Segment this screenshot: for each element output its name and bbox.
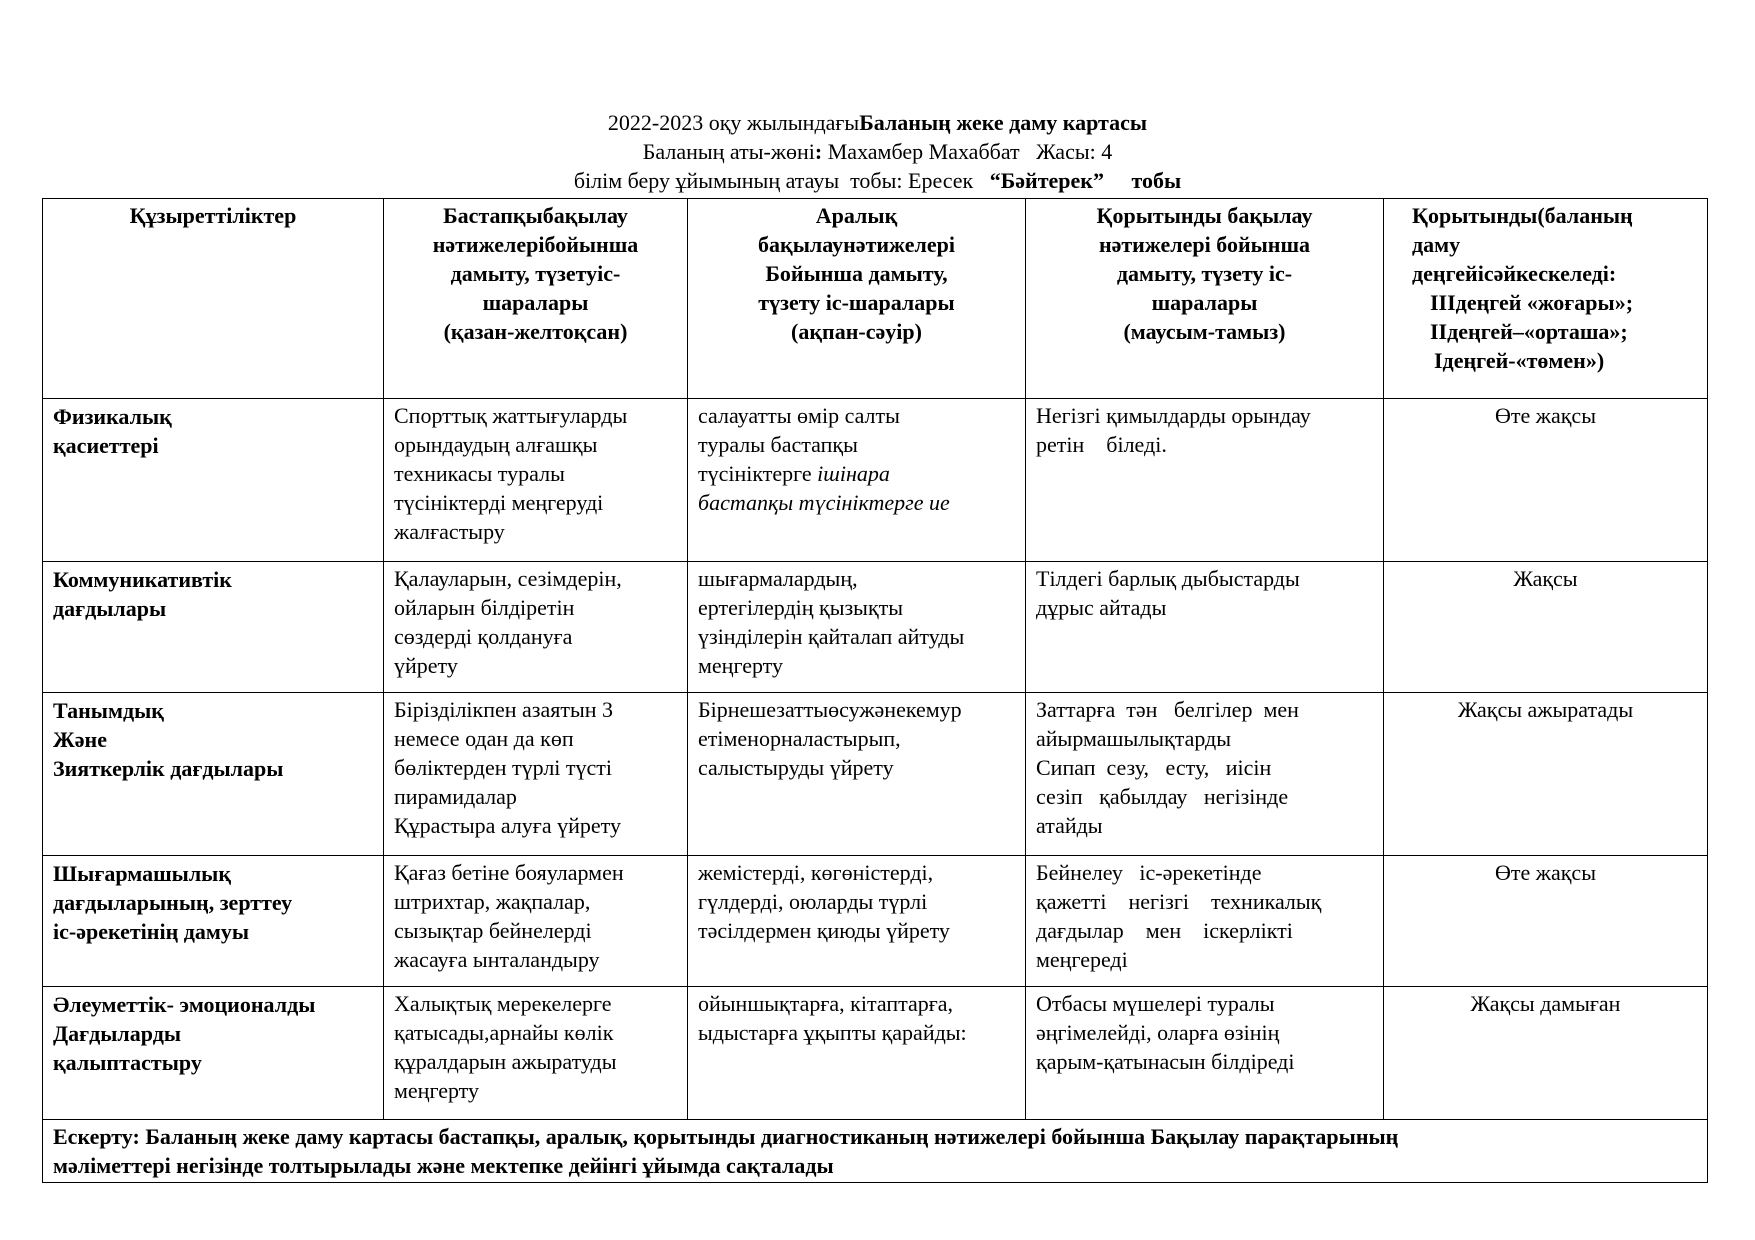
- competency-line: іс-әрекетінің дамуы: [53, 919, 250, 944]
- measure-line: Тілдегі барлық дыбыстарды: [1036, 566, 1300, 591]
- measure-line: дұрыс айтады: [1036, 595, 1167, 620]
- measure-line: сезіп қабылдау негізінде: [1036, 784, 1289, 809]
- note-text: [53, 1122, 1697, 1180]
- competency-line: Әлеуметтік- эмоционалды: [53, 992, 316, 1017]
- final-measures-cell: [1026, 856, 1384, 987]
- final-measures-cell: [1026, 693, 1384, 856]
- measure-line: [698, 459, 1015, 488]
- measure-line: сөздерді қолдануға: [394, 624, 573, 649]
- measure-text: ыдыстарға ұқыпты қарайды:: [698, 1020, 967, 1045]
- competency-line: қасиеттері: [53, 433, 159, 458]
- text-line: түзету іс-шаралары: [758, 290, 955, 315]
- midterm-measures-cell: [688, 987, 1026, 1120]
- measure-line: [698, 593, 1015, 622]
- text-line: (маусым-тамыз): [1123, 319, 1286, 344]
- table-header-row: [43, 199, 1708, 399]
- text-line: Ескерту: Баланың жеке даму картасы бастапқы, аралық, қорытынды диагностиканың нәтижелері бойынша Бақылау парақтарының: [53, 1124, 1399, 1149]
- midterm-measures-cell: [688, 693, 1026, 856]
- midterm-measures-cell: [688, 856, 1026, 987]
- measure-line: [698, 1018, 1015, 1047]
- final-measures-cell: [1026, 399, 1384, 562]
- text-line: бақылаунәтижелері: [758, 232, 955, 257]
- measure-line: жалғастыру: [394, 519, 505, 544]
- measure-line: [698, 564, 1015, 593]
- competency-cell: [43, 987, 384, 1120]
- result-cell: Жақсы ажыратады: [1384, 693, 1708, 856]
- measure-line: сызықтар бейнелерді: [394, 918, 592, 943]
- measure-line: [698, 724, 1015, 753]
- measure-line: Отбасы мүшелері туралы: [1036, 991, 1275, 1016]
- measure-line: атайды: [1036, 813, 1103, 838]
- measure-text: ертегілердің қызықты: [698, 595, 904, 620]
- initial-measures-cell: [384, 693, 688, 856]
- text-line: Құзыреттіліктер: [129, 203, 297, 228]
- measure-line: Бейнелеу іс-әрекетінде: [1036, 860, 1262, 885]
- measure-line: қарым-қатынасын білдіреді: [1036, 1049, 1295, 1074]
- competency-line: дағдыларының, зерттеу: [53, 890, 293, 915]
- competency-line: Физикалық: [53, 404, 172, 429]
- text-line: Қорытынды бақылау: [1096, 203, 1313, 228]
- column-header-initial: [384, 199, 688, 399]
- measure-line: Құрастыра алуға үйрету: [394, 813, 621, 838]
- table-body: [43, 399, 1708, 1120]
- child-name-line: [0, 137, 1755, 166]
- measure-line: штрихтар, жақпалар,: [394, 889, 591, 914]
- measure-text: ойыншықтарға, кітаптарға,: [698, 991, 954, 1016]
- name-value: Махамбер Махаббат Жасы: 4: [822, 139, 1113, 164]
- group-name: “Бәйтерек” тобы: [989, 168, 1182, 193]
- measure-line: дағдылар мен іскерлікті: [1036, 918, 1293, 943]
- measure-line: орындаудың алғашқы: [394, 432, 598, 457]
- development-card-table: [42, 198, 1708, 1183]
- note-row: [43, 1120, 1708, 1183]
- italic-measure-line: бастапқы түсініктерге ие: [698, 490, 950, 515]
- midterm-measures-cell: [688, 562, 1026, 693]
- measure-line: әңгімелейді, оларға өзінің: [1036, 1020, 1280, 1045]
- competency-line: Және: [53, 727, 107, 752]
- text-line: даму: [1412, 232, 1461, 257]
- text-line: Бастапқыбақылау: [443, 203, 628, 228]
- measure-text: тәсілдермен қиюды үйрету: [698, 918, 950, 943]
- table-row: [43, 399, 1708, 562]
- measure-line: [698, 989, 1015, 1018]
- header-stack: [53, 201, 373, 230]
- measure-line: айырмашылықтарды: [1036, 726, 1232, 751]
- measure-line: қажетті негізгі техникалық: [1036, 889, 1322, 914]
- measure-line: [698, 753, 1015, 782]
- competency-line: қалыптастыру: [53, 1050, 202, 1075]
- initial-measures-cell: [384, 987, 688, 1120]
- final-measures-cell: [1026, 987, 1384, 1120]
- measure-line: [698, 858, 1015, 887]
- measure-text: Бірнешезаттыөсужәнекемур: [698, 697, 962, 722]
- header-stack: [1036, 201, 1373, 346]
- column-header-result: [1384, 199, 1708, 399]
- measure-line: немесе одан да көп: [394, 726, 574, 751]
- measure-text: салауатты өмір салты: [698, 403, 900, 428]
- midterm-measures-cell: [688, 399, 1026, 562]
- competency-cell: [43, 562, 384, 693]
- result-cell: Жақсы: [1384, 562, 1708, 693]
- measure-line: Спорттық жаттығуларды: [394, 403, 628, 428]
- measure-line: Қағаз бетіне бояулармен: [394, 860, 624, 885]
- measure-line: меңгерту: [394, 1078, 479, 1103]
- document-title: Баланың жеке даму картасы: [859, 110, 1148, 135]
- text-line: Бойынша дамыту,: [765, 261, 948, 286]
- measure-line: жасауға ынталандыру: [394, 947, 600, 972]
- table-row: [43, 693, 1708, 856]
- table-row: [43, 987, 1708, 1120]
- competency-line: Коммуникативтік: [53, 567, 232, 592]
- title-line: [0, 108, 1755, 137]
- competency-line: дағдылары: [53, 596, 167, 621]
- measure-text: салыстыруды үйрету: [698, 755, 894, 780]
- text-line: (қазан-желтоқсан): [443, 319, 628, 344]
- measure-text: етіменорналастырып,: [698, 726, 901, 751]
- note-cell: [43, 1120, 1708, 1183]
- column-header-final: [1026, 199, 1384, 399]
- text-line: дамыту, түзетуіс-: [450, 261, 621, 286]
- initial-measures-cell: [384, 856, 688, 987]
- measure-line: Қалауларын, сезімдерін,: [394, 566, 622, 591]
- text-line: (ақпан-сәуір): [791, 319, 922, 344]
- measure-text: гүлдерді, оюларды түрлі: [698, 889, 928, 914]
- italic-measure-text: ішінара: [817, 461, 890, 486]
- measure-line: [698, 695, 1015, 724]
- measure-text: меңгерту: [698, 653, 783, 678]
- measure-line: ретін біледі.: [1036, 432, 1167, 457]
- competency-line: Дағдыларды: [53, 1021, 182, 1046]
- competency-line: Танымдық: [53, 698, 164, 723]
- measure-line: пирамидалар: [394, 784, 517, 809]
- measure-line: құралдарын ажыратуды: [394, 1049, 617, 1074]
- text-line: Аралық: [815, 203, 898, 228]
- measure-line: меңгереді: [1036, 947, 1128, 972]
- name-colon: :: [814, 139, 823, 164]
- text-line: нәтижелерібойынша: [432, 232, 639, 257]
- result-cell: Өте жақсы: [1384, 399, 1708, 562]
- document-header: [0, 108, 1755, 195]
- measure-line: үйрету: [394, 653, 458, 678]
- header-stack: [1412, 201, 1697, 375]
- result-cell: Жақсы дамыған: [1384, 987, 1708, 1120]
- measure-line: Заттарға тән белгілер мен: [1036, 697, 1299, 722]
- measure-line: [698, 887, 1015, 916]
- result-cell: Өте жақсы: [1384, 856, 1708, 987]
- initial-measures-cell: [384, 399, 688, 562]
- table-row: [43, 856, 1708, 987]
- organization-line: [0, 166, 1755, 195]
- competency-cell: [43, 856, 384, 987]
- text-line: ІІдеңгей–«орташа»;: [1430, 319, 1628, 344]
- text-line: дамыту, түзету іс-: [1116, 261, 1293, 286]
- measure-text: шығармалардың,: [698, 566, 858, 591]
- text-line: деңгейісәйкескеледі:: [1412, 261, 1617, 286]
- measure-line: [698, 916, 1015, 945]
- measure-line: [698, 430, 1015, 459]
- text-line: ІІІдеңгей «жоғары»;: [1430, 290, 1634, 315]
- measure-text: түсініктерге: [698, 461, 818, 486]
- measure-text: жемістерді, көгөністерді,: [698, 860, 934, 885]
- measure-line: Бірізділікпен азаятын 3: [394, 697, 614, 722]
- competency-line: Зияткерлік дағдылары: [53, 756, 284, 781]
- measure-line: [698, 651, 1015, 680]
- table-row: [43, 562, 1708, 693]
- text-line: нәтижелері бойынша: [1098, 232, 1311, 257]
- measure-line: түсініктерді меңгеруді: [394, 490, 604, 515]
- competency-cell: [43, 399, 384, 562]
- header-stack: [394, 201, 677, 346]
- name-label: Баланың аты-жөні: [642, 139, 815, 164]
- measure-line: Негізгі қимылдарды орындау: [1036, 403, 1311, 428]
- competency-line: Шығармашылық: [53, 861, 232, 886]
- text-line: шаралары: [482, 290, 589, 315]
- measure-text: үзінділерін қайталап айтуды: [698, 624, 965, 649]
- header-stack: [698, 201, 1015, 346]
- text-line: Қорытынды(баланың: [1412, 203, 1633, 228]
- title-prefix: 2022-2023 оқу жылындағы: [607, 110, 860, 135]
- measure-line: бөліктерден түрлі түсті: [394, 755, 613, 780]
- column-header-midterm: [688, 199, 1026, 399]
- text-line: Ідеңгей-«төмен»): [1434, 348, 1605, 373]
- column-header-competencies: [43, 199, 384, 399]
- measure-line: ойларын білдіретін: [394, 595, 575, 620]
- org-text: білім беру ұйымының атауы тобы: Ересек: [573, 168, 990, 193]
- initial-measures-cell: [384, 562, 688, 693]
- measure-line: техникасы туралы: [394, 461, 565, 486]
- measure-line: [698, 622, 1015, 651]
- measure-text: туралы бастапқы: [698, 432, 858, 457]
- measure-line: Халықтық мерекелерге: [394, 991, 612, 1016]
- measure-line: [698, 401, 1015, 430]
- measure-line: Сипап сезу, есту, иісін: [1036, 755, 1272, 780]
- competency-cell: [43, 693, 384, 856]
- final-measures-cell: [1026, 562, 1384, 693]
- text-line: шаралары: [1151, 290, 1258, 315]
- measure-line: қатысады,арнайы көлік: [394, 1020, 614, 1045]
- text-line: мәліметтері негізінде толтырылады және мектепке дейінгі ұйымда сақталады: [53, 1153, 834, 1178]
